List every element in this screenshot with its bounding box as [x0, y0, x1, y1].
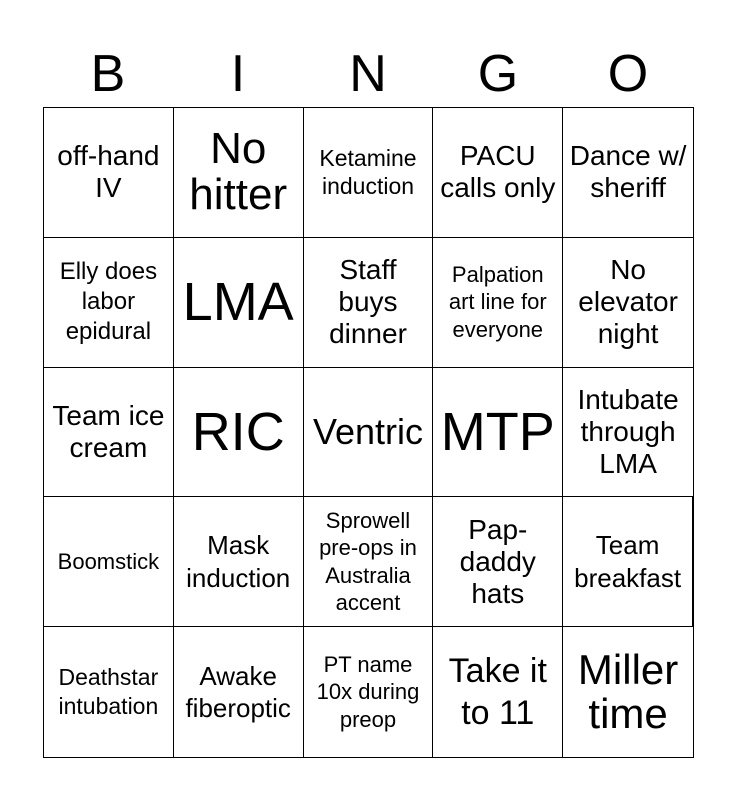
bingo-cell[interactable]	[174, 627, 304, 757]
bingo-cell-text: No elevator night	[578, 253, 678, 350]
bingo-cell-text: Awake fiberoptic	[185, 660, 291, 724]
bingo-cell-text: PT name 10x during preop	[316, 651, 420, 732]
bingo-card-grid	[43, 107, 694, 758]
bingo-cell[interactable]	[304, 497, 434, 627]
bingo-cell[interactable]	[174, 238, 304, 368]
bingo-cell-text: PACU calls only	[440, 140, 556, 204]
bingo-cell[interactable]	[304, 108, 434, 238]
bingo-cell-text: Pap-daddy hats	[459, 513, 536, 609]
bingo-cell-text: Ventric	[312, 411, 424, 453]
bingo-cell[interactable]	[433, 108, 563, 238]
bingo-cell-text: Ketamine induction	[319, 144, 417, 200]
bingo-cell[interactable]	[44, 238, 174, 368]
bingo-cell[interactable]	[304, 238, 434, 368]
bingo-cell-text: Take it to 11	[448, 651, 547, 733]
bingo-cell-text: off-hand IV	[57, 140, 160, 204]
bingo-cell[interactable]	[433, 497, 563, 627]
bingo-cell-text: RIC	[191, 401, 285, 462]
bingo-cell[interactable]	[304, 627, 434, 757]
bingo-cell[interactable]	[563, 627, 693, 757]
bingo-cell[interactable]	[174, 497, 304, 627]
bingo-cell-text: Deathstar intubation	[58, 664, 159, 720]
header-letter-n: N	[349, 45, 387, 103]
bingo-cell-text: MTP	[440, 401, 555, 462]
bingo-header	[43, 40, 693, 108]
bingo-cell[interactable]	[563, 368, 693, 498]
bingo-cell-text: Mask induction	[186, 530, 291, 593]
bingo-cell[interactable]	[433, 627, 563, 757]
bingo-cell-text: Sprowell pre-ops in Australia accent	[319, 507, 417, 616]
bingo-cell[interactable]	[433, 238, 563, 368]
bingo-cell-text: Palpation art line for everyone	[448, 261, 547, 342]
bingo-cell[interactable]	[44, 108, 174, 238]
header-letter-b: B	[90, 45, 126, 103]
header-letter-i: I	[230, 45, 246, 103]
bingo-cell-text: Miller time	[577, 646, 679, 738]
bingo-cell[interactable]	[44, 497, 174, 627]
bingo-cell[interactable]	[563, 238, 693, 368]
bingo-cell-text: Intubate through LMA	[577, 383, 679, 480]
bingo-cell-text: Team ice cream	[52, 399, 165, 463]
bingo-cell-text: No hitter	[189, 124, 288, 220]
bingo-cell[interactable]	[563, 497, 693, 627]
bingo-cell[interactable]	[304, 368, 434, 498]
bingo-cell[interactable]	[44, 627, 174, 757]
bingo-cell[interactable]	[44, 368, 174, 498]
header-letter-o: O	[607, 45, 649, 103]
bingo-cell-text: Team breakfast	[574, 530, 682, 593]
bingo-cell-text: LMA	[182, 272, 294, 333]
header-letter-g: G	[477, 45, 519, 103]
bingo-cell-text: Boomstick	[57, 549, 160, 575]
bingo-cell[interactable]	[174, 368, 304, 498]
bingo-cell[interactable]	[563, 108, 693, 238]
bingo-cell-text: Dance w/ sheriff	[569, 140, 687, 204]
bingo-cell[interactable]	[433, 368, 563, 498]
bingo-cell[interactable]	[174, 108, 304, 238]
bingo-cell-text: Staff buys dinner	[329, 253, 407, 350]
bingo-cell-text: Elly does labor epidural	[59, 258, 158, 346]
